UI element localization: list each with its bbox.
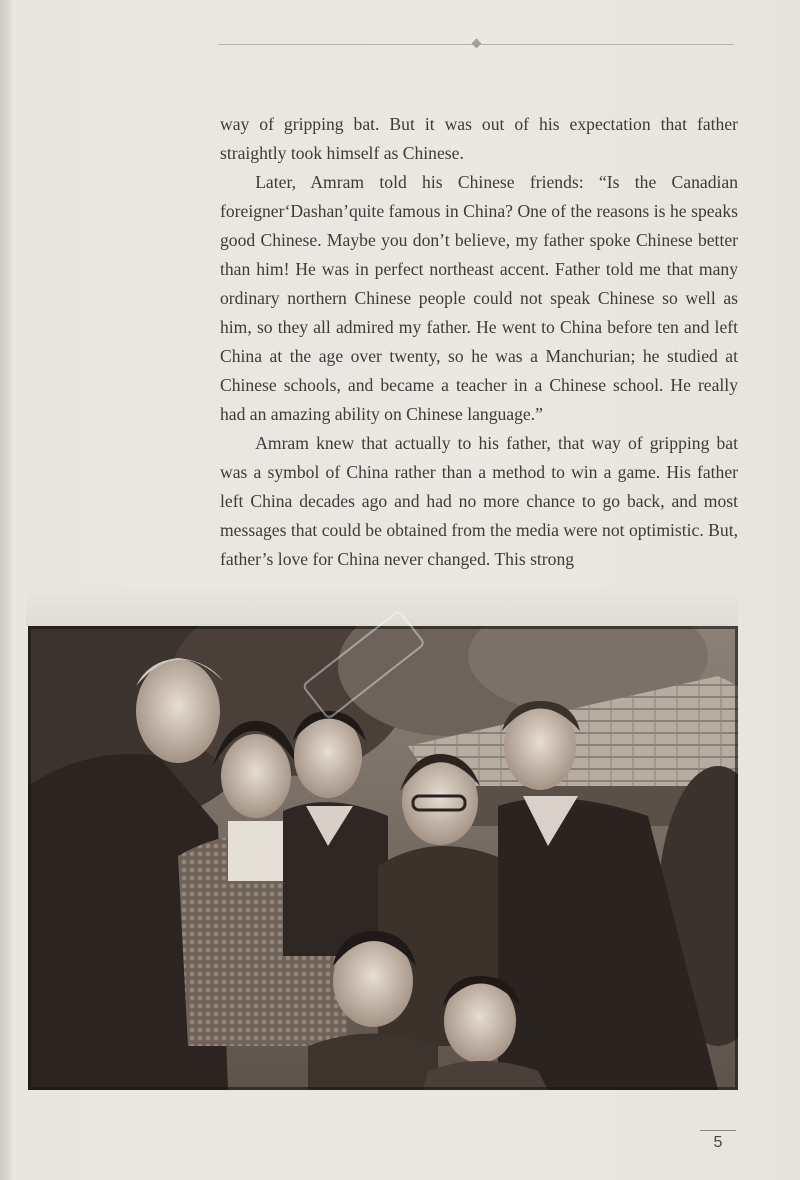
paragraph-1: way of gripping bat. But it was out of his expectation that father straightly took himself as Chinese.: [220, 114, 738, 163]
photo-top-band: [26, 588, 738, 626]
footer-rule: [700, 1130, 736, 1131]
page-number: 5: [713, 1134, 723, 1151]
paragraph-2: Later, Amram told his Chinese friends: “Is the Canadian foreigner‘Dashan’quite famous in China? One of the reasons is he speaks good Chinese. Maybe you don’t believe, my father spoke Chinese better than him! He was in perfect northeast accent. Father told me that many ordinary northern Chinese people could not speak Chinese so well as him, so they all admired my father. He went to China before ten and left China at the age over twenty, so he was a Manchurian; he studied at Chinese schools, and became a teacher in a Chinese school. He really had an amazing ability on Chinese language.”: [220, 172, 738, 424]
body-text: [220, 110, 738, 574]
header-diamond-ornament: [472, 39, 482, 49]
paragraph-3: Amram knew that actually to his father, that way of gripping bat was a symbol of China rather than a method to win a game. His father left China decades ago and had no more chance to go back, and most messages that could be obtained from the media were not optimistic. But, father’s love for China never changed. This strong: [220, 433, 738, 569]
spine-edge: [0, 0, 12, 1180]
family-photo: [28, 626, 738, 1090]
family-photo-illustration: [28, 626, 738, 1090]
